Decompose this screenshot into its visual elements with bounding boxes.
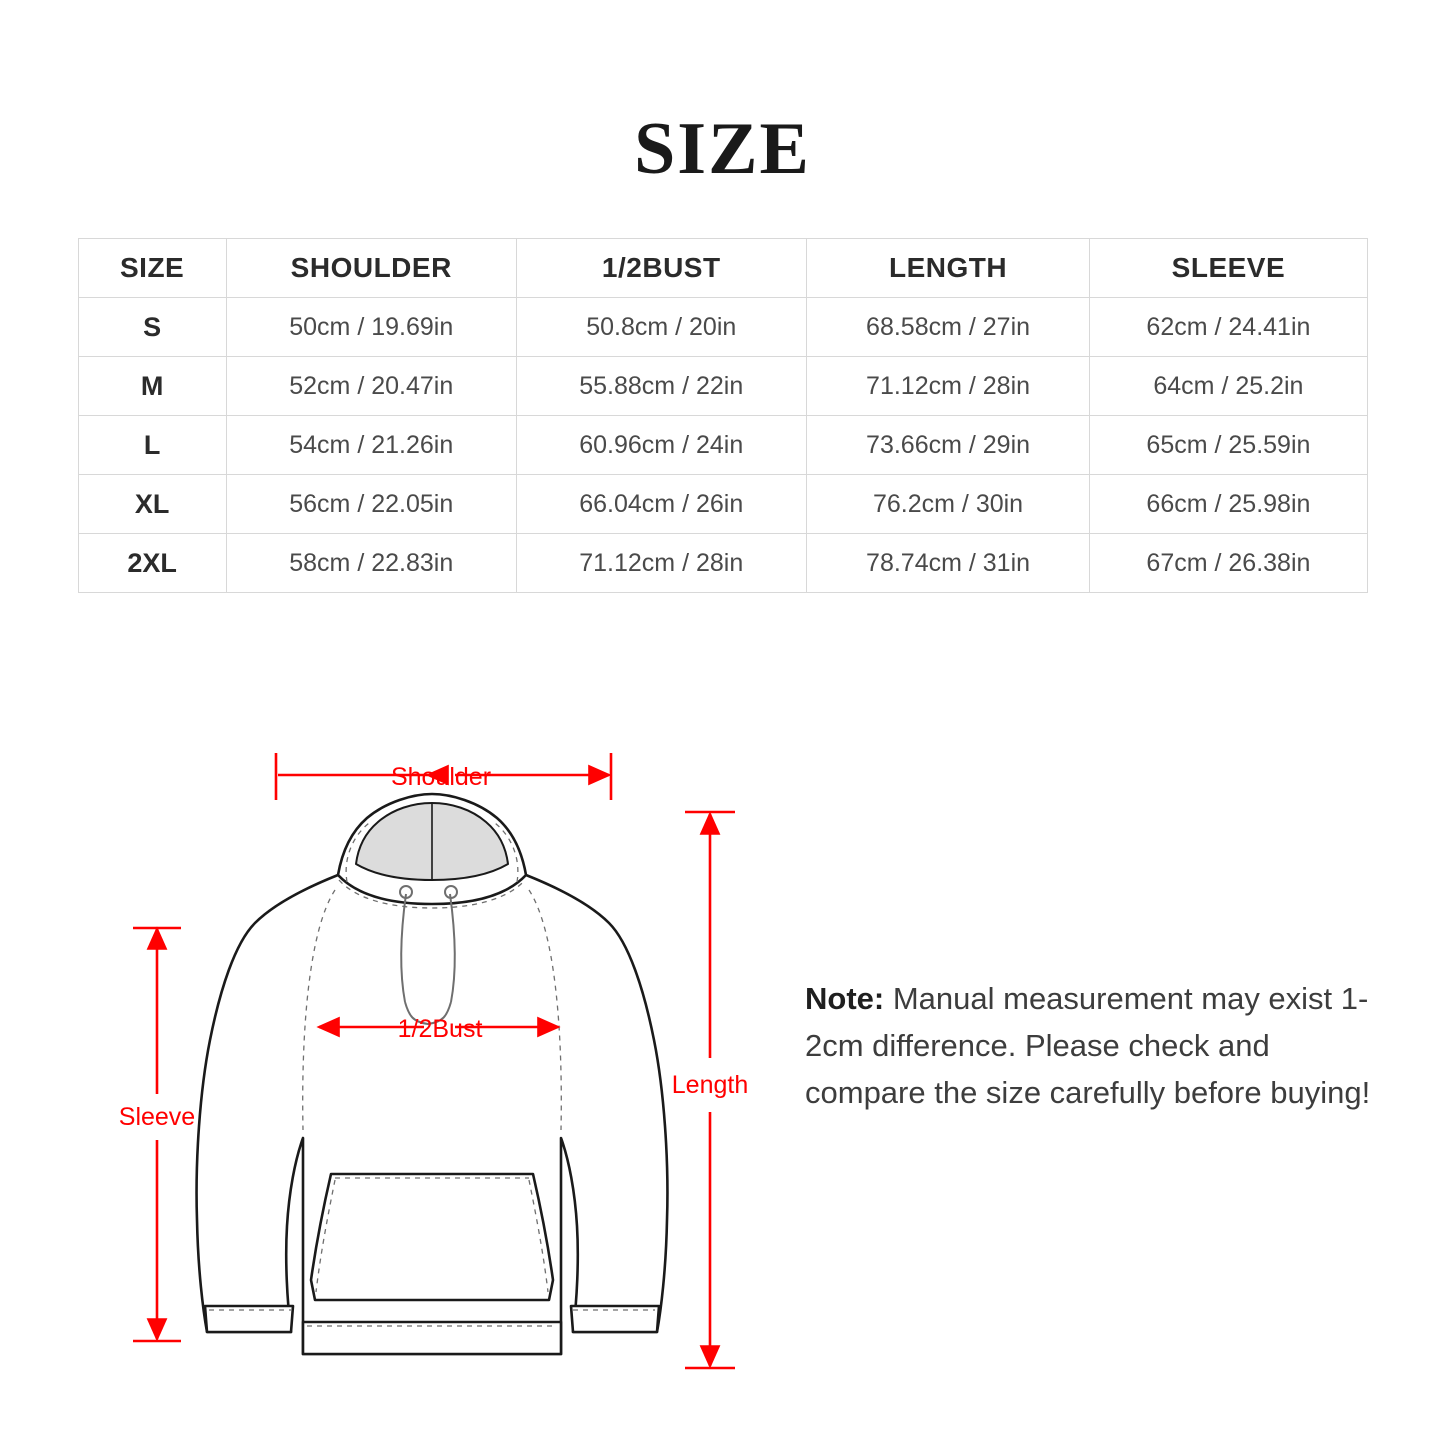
column-header-sleeve: SLEEVE	[1090, 239, 1367, 298]
cell-bust: 55.88cm / 22in	[516, 357, 806, 416]
label-bust: 1/2Bust	[397, 1015, 483, 1043]
hem-band	[303, 1322, 561, 1354]
cell-size: XL	[78, 475, 226, 534]
column-header-shoulder: SHOULDER	[226, 239, 516, 298]
table-row	[78, 357, 1367, 416]
cell-bust: 66.04cm / 26in	[516, 475, 806, 534]
note-text	[805, 975, 1375, 1116]
table-row	[78, 534, 1367, 593]
cell-shoulder: 50cm / 19.69in	[226, 298, 516, 357]
label-sleeve: Sleeve	[118, 1103, 196, 1131]
cell-bust: 50.8cm / 20in	[516, 298, 806, 357]
cell-shoulder: 54cm / 21.26in	[226, 416, 516, 475]
cell-length: 76.2cm / 30in	[806, 475, 1090, 534]
cell-sleeve: 62cm / 24.41in	[1090, 298, 1367, 357]
cell-bust: 71.12cm / 28in	[516, 534, 806, 593]
table-row	[78, 298, 1367, 357]
hoodie-measurement-diagram	[95, 740, 795, 1430]
column-header-length: LENGTH	[806, 239, 1090, 298]
cell-sleeve: 65cm / 25.59in	[1090, 416, 1367, 475]
cell-size: L	[78, 416, 226, 475]
cell-size: 2XL	[78, 534, 226, 593]
cell-length: 73.66cm / 29in	[806, 416, 1090, 475]
cell-sleeve: 64cm / 25.2in	[1090, 357, 1367, 416]
cell-sleeve: 67cm / 26.38in	[1090, 534, 1367, 593]
note-body: Manual measurement may exist 1-2cm difference. Please check and compare the size carefully before buying!	[805, 981, 1371, 1111]
cell-length: 71.12cm / 28in	[806, 357, 1090, 416]
lower-section	[0, 700, 1445, 1445]
kangaroo-pocket	[311, 1174, 553, 1300]
table-row	[78, 475, 1367, 534]
cell-shoulder: 56cm / 22.05in	[226, 475, 516, 534]
cell-size: M	[78, 357, 226, 416]
cell-bust: 60.96cm / 24in	[516, 416, 806, 475]
cell-length: 68.58cm / 27in	[806, 298, 1090, 357]
hoodie-diagram-svg	[95, 740, 795, 1430]
cell-shoulder: 58cm / 22.83in	[226, 534, 516, 593]
column-header-bust: 1/2BUST	[516, 239, 806, 298]
cell-sleeve: 66cm / 25.98in	[1090, 475, 1367, 534]
label-length: Length	[671, 1071, 749, 1099]
column-header-size: SIZE	[78, 239, 226, 298]
cell-length: 78.74cm / 31in	[806, 534, 1090, 593]
note-prefix: Note:	[805, 981, 885, 1016]
label-shoulder: Shoulder	[390, 763, 492, 791]
page-title: SIZE	[634, 108, 811, 190]
size-chart-table	[78, 238, 1368, 593]
cell-shoulder: 52cm / 20.47in	[226, 357, 516, 416]
size-table-container	[78, 186, 1368, 593]
cell-size: S	[78, 298, 226, 357]
table-row	[78, 416, 1367, 475]
table-header-row	[78, 239, 1367, 298]
hoodie-outline	[197, 794, 668, 1354]
